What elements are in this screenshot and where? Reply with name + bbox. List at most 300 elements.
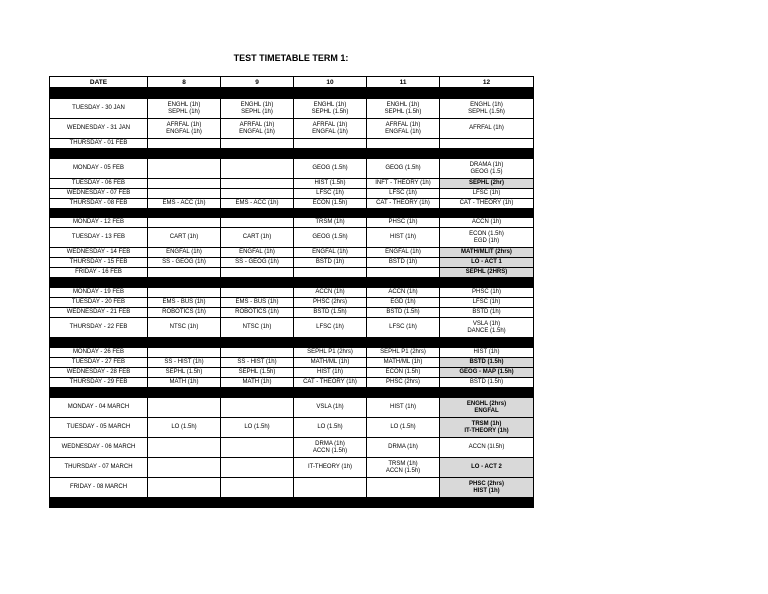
exam-entry: VSLA (1h) <box>316 404 344 410</box>
exam-cell-grade-12 <box>440 398 534 418</box>
exam-entry: DANCE (1.5h) <box>467 327 506 334</box>
exam-entry: HIST (1h) <box>390 404 416 410</box>
exam-cell-grade-9 <box>221 438 294 458</box>
week-separator <box>50 209 534 218</box>
exam-entry: HIST (1h) <box>473 487 500 494</box>
exam-entry: LFSC (1h) <box>389 324 417 330</box>
exam-cell-grade-11 <box>367 228 440 248</box>
exam-entry: HIST (1.5h) <box>314 180 346 186</box>
exam-cell-grade-12 <box>440 199 534 209</box>
week-separator-bar <box>50 149 534 159</box>
exam-entry: MATH/ML (1h) <box>310 359 350 365</box>
exam-entry: LO (1.5h) <box>317 424 343 430</box>
week-separator-bar <box>50 88 534 99</box>
exam-cell-grade-8 <box>148 418 221 438</box>
exam-entry: GEOG (1.5h) <box>385 165 421 171</box>
exam-cell-grade-9 <box>221 159 294 179</box>
table-row <box>50 218 534 228</box>
exam-entry: ENGFAL (1h) <box>239 128 275 135</box>
exam-cell-grade-11 <box>367 258 440 268</box>
exam-entry: ENGHL (1h) <box>167 101 201 108</box>
exam-entry: ACCN (1h) <box>471 219 502 225</box>
exam-entry: ENGFAL (1h) <box>385 128 421 135</box>
exam-entry: AFRFAL (1h) <box>166 121 202 128</box>
exam-entry: PHSC (2hrs) <box>312 299 347 305</box>
exam-entry: SS - HIST (1h) <box>237 359 277 365</box>
exam-entry: ENGFAL (1h) <box>385 249 421 255</box>
exam-cell-grade-10 <box>294 218 367 228</box>
exam-cell-grade-9 <box>221 248 294 258</box>
exam-cell-grade-9 <box>221 458 294 478</box>
exam-entry: NTSC (1h) <box>242 324 272 330</box>
week-separator <box>50 278 534 288</box>
date-cell: THURSDAY - 01 FEB <box>50 139 148 149</box>
exam-cell-grade-8 <box>148 159 221 179</box>
exam-entry: ENGHL (1h) <box>240 101 274 108</box>
exam-entry: HIST (1h) <box>473 349 500 355</box>
exam-cell-grade-8 <box>148 358 221 368</box>
exam-cell-grade-8 <box>148 368 221 378</box>
exam-entry: CART (1h) <box>242 234 272 240</box>
date-cell: WEDNESDAY - 07 FEB <box>50 189 148 199</box>
exam-entry: CAT - THEORY (1h) <box>459 200 514 206</box>
page-title: TEST TIMETABLE TERM 1: <box>233 53 349 63</box>
exam-entry: SEPHL (1.5h) <box>384 108 422 115</box>
exam-entry: ENGFAL <box>474 407 499 414</box>
exam-cell-grade-12 <box>440 478 534 498</box>
exam-cell-grade-8 <box>148 228 221 248</box>
date-cell: MONDAY - 04 MARCH <box>50 398 148 418</box>
exam-entry: ROBOTICS (1h) <box>235 309 279 315</box>
exam-cell-grade-9 <box>221 199 294 209</box>
exam-cell-grade-10 <box>294 268 367 278</box>
exam-entry: SEPHL P1 (2hrs) <box>307 349 353 355</box>
date-cell: FRIDAY - 16 FEB <box>50 268 148 278</box>
exam-entry: ACCN (1l.5h) <box>468 444 505 450</box>
table-row <box>50 348 534 358</box>
exam-entry: LO (1.5h) <box>244 424 270 430</box>
exam-entry: ENGFAL (1h) <box>166 128 202 135</box>
exam-entry: ACCN (1.5h) <box>385 467 421 474</box>
exam-cell-grade-8 <box>148 268 221 278</box>
exam-cell-grade-12 <box>440 248 534 258</box>
exam-cell-grade-8 <box>148 348 221 358</box>
exam-cell-grade-10 <box>294 308 367 318</box>
exam-cell-grade-8 <box>148 378 221 388</box>
exam-entry: BSTD (1h) <box>388 259 418 265</box>
table-row <box>50 99 534 119</box>
exam-entry: SEPHL (1.5h) <box>238 369 276 375</box>
table-row <box>50 358 534 368</box>
week-separator-bar <box>50 338 534 348</box>
timetable-body <box>50 88 534 508</box>
header-row <box>50 77 534 88</box>
exam-cell-grade-8 <box>148 288 221 298</box>
exam-cell-grade-10 <box>294 159 367 179</box>
exam-entry: LO (1.5h) <box>171 424 197 430</box>
exam-entry: LO - ACT 2 <box>471 464 502 470</box>
exam-cell-grade-8 <box>148 308 221 318</box>
week-separator-bar <box>50 388 534 398</box>
exam-cell-grade-11 <box>367 288 440 298</box>
exam-cell-grade-9 <box>221 368 294 378</box>
date-cell: THURSDAY - 07 MARCH <box>50 458 148 478</box>
exam-cell-grade-9 <box>221 318 294 338</box>
table-row <box>50 378 534 388</box>
exam-cell-grade-8 <box>148 218 221 228</box>
exam-cell-grade-9 <box>221 139 294 149</box>
exam-cell-grade-9 <box>221 218 294 228</box>
exam-cell-grade-11 <box>367 418 440 438</box>
table-end-bar-cell <box>50 498 534 508</box>
exam-cell-grade-12 <box>440 218 534 228</box>
week-separator <box>50 149 534 159</box>
exam-cell-grade-9 <box>221 348 294 358</box>
exam-entry: DRMA (1h) <box>388 444 418 450</box>
exam-cell-grade-8 <box>148 398 221 418</box>
exam-entry: AFRFAL (1h) <box>385 121 421 128</box>
exam-entry: TRSM (1h) <box>471 420 502 427</box>
exam-cell-grade-12 <box>440 438 534 458</box>
exam-entry: SEPHL (1h) <box>168 108 200 115</box>
exam-cell-grade-12 <box>440 139 534 149</box>
exam-cell-grade-9 <box>221 189 294 199</box>
exam-cell-grade-12 <box>440 268 534 278</box>
exam-cell-grade-8 <box>148 478 221 498</box>
exam-cell-grade-8 <box>148 438 221 458</box>
exam-cell-grade-9 <box>221 398 294 418</box>
exam-cell-grade-12 <box>440 119 534 139</box>
table-row <box>50 119 534 139</box>
exam-cell-grade-9 <box>221 288 294 298</box>
date-cell: MONDAY - 26 FEB <box>50 348 148 358</box>
exam-cell-grade-10 <box>294 368 367 378</box>
exam-cell-grade-8 <box>148 298 221 308</box>
exam-entry: PHSC (1h) <box>471 289 501 295</box>
table-row <box>50 458 534 478</box>
exam-cell-grade-11 <box>367 478 440 498</box>
exam-cell-grade-11 <box>367 358 440 368</box>
exam-entry: BSTD (1.5h) <box>469 359 504 365</box>
exam-cell-grade-12 <box>440 189 534 199</box>
exam-entry: HIST (1h) <box>390 234 416 240</box>
exam-entry: SEPHL (1.5h) <box>468 108 505 115</box>
exam-cell-grade-11 <box>367 99 440 119</box>
exam-entry: AFRFAL (1h) <box>469 125 504 131</box>
exam-entry: ENGFAL (1h) <box>239 249 275 255</box>
date-cell: MONDAY - 19 FEB <box>50 288 148 298</box>
exam-cell-grade-9 <box>221 99 294 119</box>
exam-cell-grade-8 <box>148 99 221 119</box>
exam-cell-grade-10 <box>294 119 367 139</box>
exam-entry: EMS - ACC (1h) <box>162 200 206 206</box>
exam-entry: SS - HIST (1h) <box>164 359 204 365</box>
exam-cell-grade-10 <box>294 179 367 189</box>
table-row <box>50 288 534 298</box>
exam-cell-grade-12 <box>440 99 534 119</box>
table-row <box>50 248 534 258</box>
exam-cell-grade-8 <box>148 318 221 338</box>
date-cell: MONDAY - 05 FEB <box>50 159 148 179</box>
exam-entry: LFSC (1h) <box>472 190 501 196</box>
exam-entry: CAT - THEORY (1h) <box>303 379 357 385</box>
exam-entry: LO (1.5h) <box>390 424 416 430</box>
table-row <box>50 318 534 338</box>
exam-entry: SEPHL (1.5h) <box>165 369 203 375</box>
exam-entry: DRMA (1h) <box>315 440 345 447</box>
exam-entry: SEPHL (1.5h) <box>311 108 349 115</box>
header-grade-10: 10 <box>294 77 367 88</box>
exam-entry: EMS - ACC (1h) <box>235 200 279 206</box>
exam-cell-grade-11 <box>367 298 440 308</box>
exam-cell-grade-8 <box>148 179 221 189</box>
exam-cell-grade-9 <box>221 119 294 139</box>
exam-entry: ENGFAL (1h) <box>312 128 348 135</box>
exam-entry: EGD (1h) <box>473 237 500 244</box>
exam-cell-grade-8 <box>148 139 221 149</box>
exam-entry: LO - ACT 1 <box>471 259 502 265</box>
exam-cell-grade-11 <box>367 189 440 199</box>
exam-cell-grade-11 <box>367 119 440 139</box>
exam-entry: GEOG - MAP (1.5h) <box>459 369 514 375</box>
exam-entry: CAT - THEORY (1h) <box>376 200 430 206</box>
exam-cell-grade-10 <box>294 478 367 498</box>
date-cell: THURSDAY - 08 FEB <box>50 199 148 209</box>
exam-entry: BSTD (1.5h) <box>386 309 420 315</box>
exam-entry: SEPHL (2hr) <box>469 180 504 186</box>
exam-entry: BSTD (1.5h) <box>313 309 347 315</box>
exam-entry: SEPHL (1h) <box>241 108 273 115</box>
exam-cell-grade-12 <box>440 418 534 438</box>
date-cell: WEDNESDAY - 06 MARCH <box>50 438 148 458</box>
week-separator <box>50 388 534 398</box>
week-separator-bar <box>50 209 534 218</box>
exam-cell-grade-11 <box>367 268 440 278</box>
table-row <box>50 298 534 308</box>
date-cell: WEDNESDAY - 28 FEB <box>50 368 148 378</box>
date-cell: THURSDAY - 29 FEB <box>50 378 148 388</box>
table-end-bar <box>50 498 534 508</box>
exam-entry: ECON (1.5h) <box>312 200 348 206</box>
exam-cell-grade-9 <box>221 298 294 308</box>
exam-entry: ECON (1.5h) <box>385 369 421 375</box>
exam-entry: GEOG (1.5h) <box>312 234 348 240</box>
exam-cell-grade-9 <box>221 179 294 189</box>
exam-cell-grade-12 <box>440 348 534 358</box>
table-row <box>50 478 534 498</box>
exam-cell-grade-10 <box>294 398 367 418</box>
exam-entry: ACCN (1.5h) <box>312 447 348 454</box>
table-row <box>50 179 534 189</box>
exam-cell-grade-12 <box>440 258 534 268</box>
exam-cell-grade-12 <box>440 159 534 179</box>
exam-entry: LFSC (1h) <box>316 324 344 330</box>
date-cell: WEDNESDAY - 31 JAN <box>50 119 148 139</box>
table-row <box>50 139 534 149</box>
exam-entry: CART (1h) <box>169 234 199 240</box>
exam-cell-grade-10 <box>294 228 367 248</box>
exam-entry: ENGHL (1h) <box>386 101 420 108</box>
exam-cell-grade-9 <box>221 268 294 278</box>
exam-entry: HIST (1h) <box>317 369 343 375</box>
exam-entry: EMS - BUS (1h) <box>162 299 206 305</box>
table-row <box>50 438 534 458</box>
exam-cell-grade-10 <box>294 189 367 199</box>
week-separator <box>50 338 534 348</box>
exam-cell-grade-12 <box>440 318 534 338</box>
exam-entry: TRSM (1h) <box>315 219 345 225</box>
exam-entry: ACCN (1h) <box>315 289 345 295</box>
exam-cell-grade-12 <box>440 298 534 308</box>
exam-entry: PHSC (2hrs) <box>468 480 504 487</box>
table-row <box>50 189 534 199</box>
header-grade-9: 9 <box>221 77 294 88</box>
exam-cell-grade-11 <box>367 378 440 388</box>
exam-cell-grade-11 <box>367 368 440 378</box>
exam-cell-grade-12 <box>440 378 534 388</box>
exam-entry: ENGFAL (1h) <box>166 249 202 255</box>
exam-entry: PHSC (2hrs) <box>385 379 420 385</box>
exam-entry: IT-THEORY (1h) <box>464 427 509 434</box>
exam-cell-grade-8 <box>148 199 221 209</box>
exam-cell-grade-10 <box>294 358 367 368</box>
exam-cell-grade-8 <box>148 119 221 139</box>
exam-cell-grade-12 <box>440 179 534 189</box>
exam-entry: SEPHL (2HRS) <box>465 269 508 275</box>
exam-entry: MATH (1h) <box>169 379 199 385</box>
exam-cell-grade-11 <box>367 179 440 189</box>
date-cell: TUESDAY - 05 MARCH <box>50 418 148 438</box>
exam-cell-grade-10 <box>294 418 367 438</box>
exam-cell-grade-12 <box>440 288 534 298</box>
date-cell: TUESDAY - 06 FEB <box>50 179 148 189</box>
exam-entry: SEPHL P1 (2hrs) <box>380 349 426 355</box>
exam-cell-grade-9 <box>221 418 294 438</box>
exam-cell-grade-11 <box>367 438 440 458</box>
exam-cell-grade-10 <box>294 199 367 209</box>
week-separator-bar <box>50 278 534 288</box>
exam-entry: INFT - THEORY (1h) <box>375 180 431 186</box>
exam-entry: ENGFAL (1h) <box>312 249 348 255</box>
exam-cell-grade-11 <box>367 458 440 478</box>
exam-cell-grade-9 <box>221 378 294 388</box>
exam-cell-grade-11 <box>367 398 440 418</box>
exam-cell-grade-8 <box>148 258 221 268</box>
exam-entry: AFRFAL (1h) <box>312 121 348 128</box>
exam-cell-grade-8 <box>148 458 221 478</box>
week-separator <box>50 88 534 99</box>
exam-entry: ACCN (1h) <box>388 289 418 295</box>
table-row <box>50 368 534 378</box>
header-grade-12: 12 <box>440 77 534 88</box>
exam-entry: NTSC (1h) <box>169 324 199 330</box>
header-date: DATE <box>50 77 148 88</box>
exam-cell-grade-9 <box>221 478 294 498</box>
exam-cell-grade-10 <box>294 139 367 149</box>
exam-cell-grade-10 <box>294 438 367 458</box>
exam-entry: DRAMA (1h) <box>469 161 504 168</box>
exam-cell-grade-9 <box>221 308 294 318</box>
exam-cell-grade-11 <box>367 248 440 258</box>
exam-cell-grade-11 <box>367 218 440 228</box>
exam-entry: EMS - BUS (1h) <box>235 299 279 305</box>
exam-entry: AFRFAL (1h) <box>239 121 275 128</box>
date-cell: MONDAY - 12 FEB <box>50 218 148 228</box>
exam-cell-grade-10 <box>294 99 367 119</box>
table-row <box>50 308 534 318</box>
table-row <box>50 398 534 418</box>
exam-entry: GEOG (1.5) <box>470 168 503 175</box>
exam-cell-grade-11 <box>367 308 440 318</box>
exam-cell-grade-9 <box>221 258 294 268</box>
exam-entry: LFSC (1h) <box>472 299 501 305</box>
date-cell: TUESDAY - 13 FEB <box>50 228 148 248</box>
exam-entry: TRSM (1h) <box>388 460 418 467</box>
exam-cell-grade-8 <box>148 189 221 199</box>
date-cell: TUESDAY - 30 JAN <box>50 99 148 119</box>
table-row <box>50 418 534 438</box>
date-cell: WEDNESDAY - 14 FEB <box>50 248 148 258</box>
exam-entry: PHSC (1h) <box>388 219 418 225</box>
table-row <box>50 258 534 268</box>
exam-cell-grade-10 <box>294 298 367 308</box>
exam-entry: MATH/ML (1h) <box>383 359 423 365</box>
table-row <box>50 159 534 179</box>
exam-entry: BSTD (1h) <box>315 259 345 265</box>
exam-entry: SS - GEOG (1h) <box>235 259 279 265</box>
exam-entry: IT-THEORY (1h) <box>307 464 353 470</box>
exam-cell-grade-10 <box>294 348 367 358</box>
exam-entry: ENGHL (2hrs) <box>466 400 507 407</box>
header-grade-8: 8 <box>148 77 221 88</box>
exam-entry: ECON (1.5h) <box>469 230 504 237</box>
date-cell: TUESDAY - 20 FEB <box>50 298 148 308</box>
date-cell: TUESDAY - 27 FEB <box>50 358 148 368</box>
date-cell: THURSDAY - 22 FEB <box>50 318 148 338</box>
exam-cell-grade-10 <box>294 288 367 298</box>
exam-entry: LFSC (1h) <box>316 190 344 196</box>
exam-entry: ENGHL (1h) <box>470 101 503 108</box>
exam-cell-grade-10 <box>294 258 367 268</box>
table-row <box>50 268 534 278</box>
exam-entry: VSLA (1h) <box>472 320 501 327</box>
exam-entry: ROBOTICS (1h) <box>162 309 206 315</box>
exam-entry: ENGHL (1h) <box>313 101 347 108</box>
exam-entry: BSTD (1h) <box>472 309 501 315</box>
exam-cell-grade-12 <box>440 228 534 248</box>
exam-cell-grade-11 <box>367 199 440 209</box>
timetable <box>49 76 534 508</box>
exam-cell-grade-8 <box>148 248 221 258</box>
exam-entry: MATH/MLIT (2hrs) <box>461 249 512 255</box>
table-row <box>50 199 534 209</box>
date-cell: THURSDAY - 15 FEB <box>50 258 148 268</box>
date-cell: WEDNESDAY - 21 FEB <box>50 308 148 318</box>
exam-cell-grade-10 <box>294 458 367 478</box>
exam-cell-grade-11 <box>367 348 440 358</box>
exam-cell-grade-10 <box>294 318 367 338</box>
exam-entry: EGD (1h) <box>390 299 416 305</box>
exam-entry: SS - GEOG (1h) <box>162 259 206 265</box>
exam-entry: GEOG (1.5h) <box>312 165 348 171</box>
table-row <box>50 228 534 248</box>
exam-cell-grade-9 <box>221 358 294 368</box>
exam-cell-grade-12 <box>440 358 534 368</box>
header-grade-11: 11 <box>367 77 440 88</box>
exam-cell-grade-10 <box>294 378 367 388</box>
exam-cell-grade-12 <box>440 308 534 318</box>
date-cell: FRIDAY - 08 MARCH <box>50 478 148 498</box>
